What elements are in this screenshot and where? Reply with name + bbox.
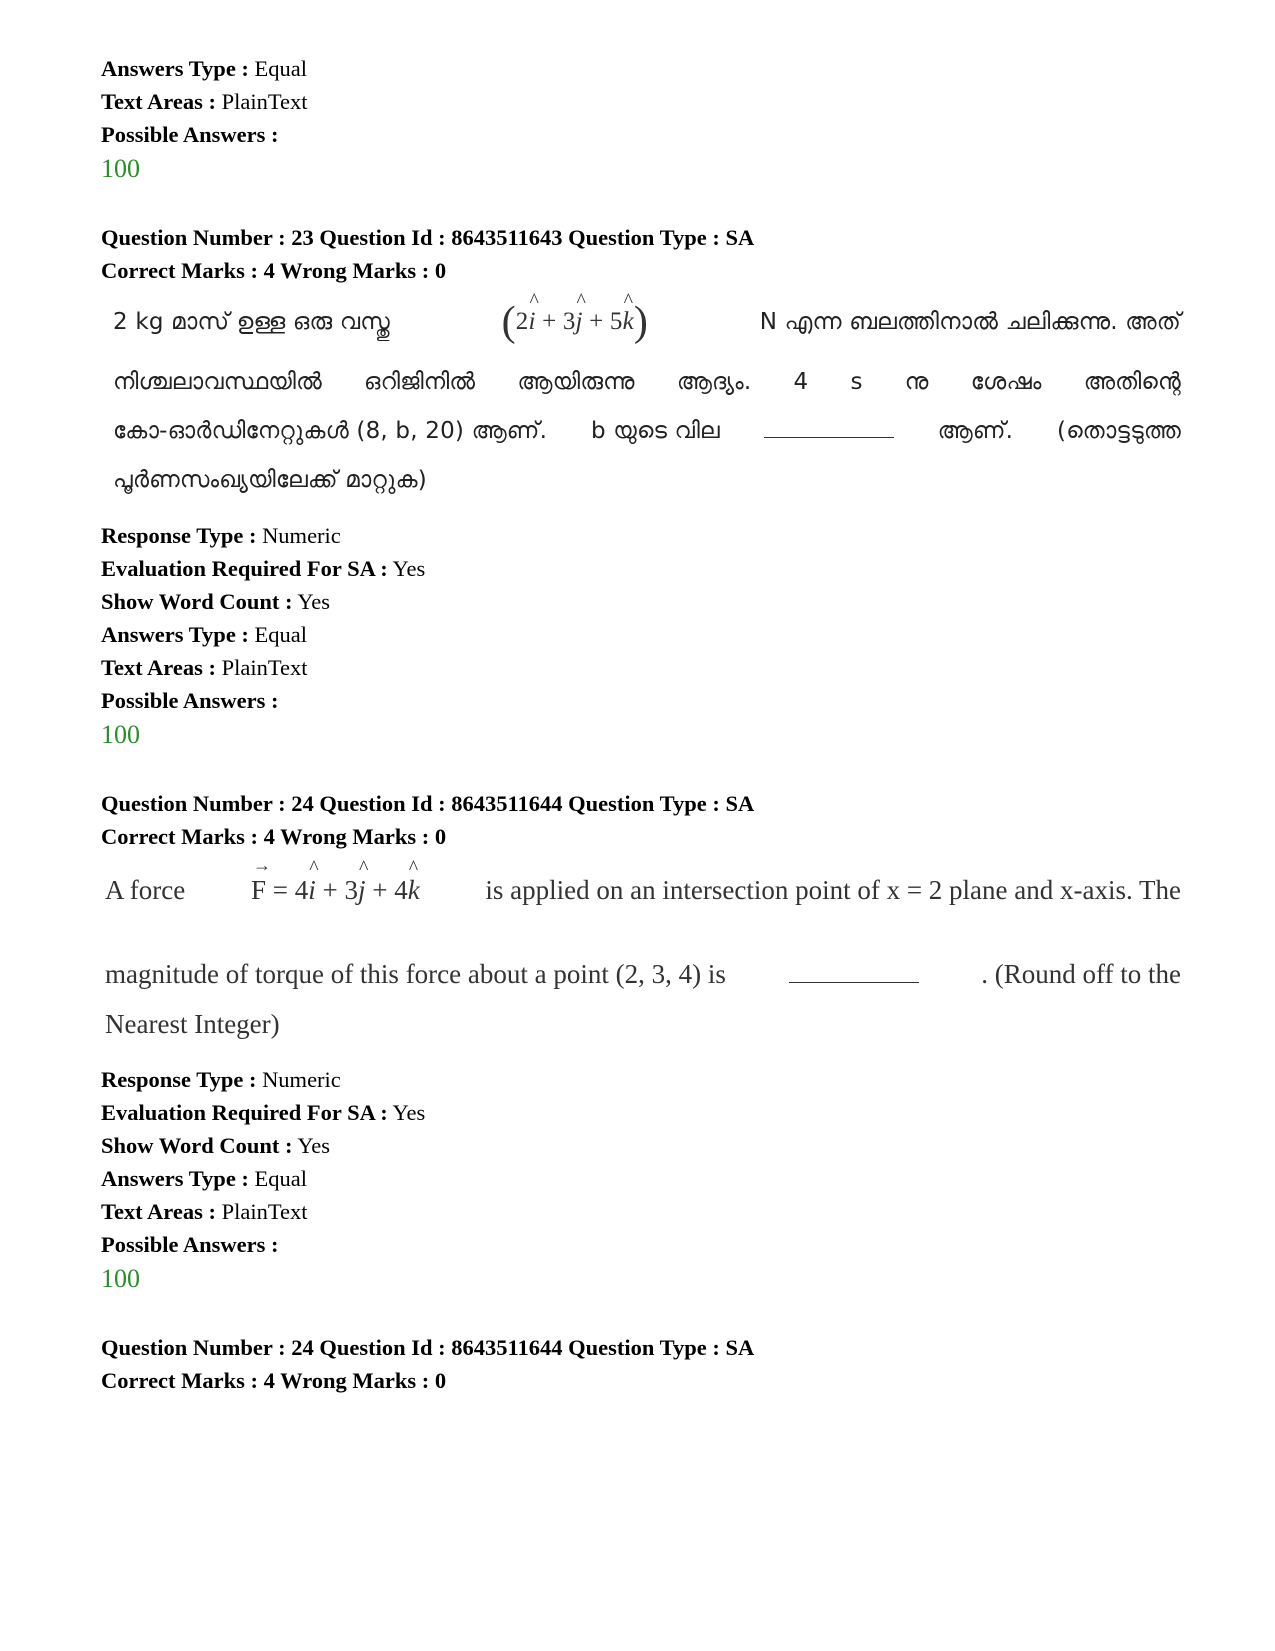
q24-text-areas: Text Areas : PlainText xyxy=(101,1199,308,1224)
q23-line-3: കോ-ഓർഡിനേറ്റുകൾ (8, b, 20) ആണ്. b യുടെ വില ആണ്. (തൊട്ടടുത്ത xyxy=(113,418,1181,444)
q24-evaluation: Evaluation Required For SA : Yes xyxy=(101,1100,426,1125)
q23-text-areas: Text Areas : PlainText xyxy=(101,655,308,680)
q23-question-text xyxy=(101,287,1181,519)
answers-type-row: Answers Type : Equal xyxy=(101,56,308,81)
q23-line-4: പൂർണസംഖ്യയിലേക്ക് മാറ്റുക) xyxy=(113,467,427,493)
q24-repeat-header: Question Number : 24 Question Id : 8643511644 Question Type : SA xyxy=(101,1335,755,1360)
q24-header: Question Number : 24 Question Id : 8643511644 Question Type : SA xyxy=(101,791,755,816)
text-areas-row: Text Areas : PlainText xyxy=(101,89,308,114)
q24-line-1: A force → F = 4^ i + 3^ j + 4^ k is applied on an intersection point of x = 2 plane and x-axis. The xyxy=(105,875,1181,906)
q24-marks: Correct Marks : 4 Wrong Marks : 0 xyxy=(101,824,447,849)
q24-possible-answer: 100 xyxy=(101,1264,140,1293)
q23-word-count: Show Word Count : Yes xyxy=(101,589,331,614)
q24-word-count: Show Word Count : Yes xyxy=(101,1133,331,1158)
q23-line-2: നിശ്ചലാവസ്ഥയിൽ ഒറിജിനിൽ ആയിരുന്നു ആദ്യം. 4 s നു ശേഷം അതിന്റെ xyxy=(113,369,1181,395)
possible-answers-label: Possible Answers : xyxy=(101,122,279,147)
answer-blank xyxy=(764,436,894,438)
q24-line-2: magnitude of torque of this force about a point (2, 3, 4) is . (Round off to the xyxy=(105,959,1181,989)
q24-response-type: Response Type : Numeric xyxy=(101,1067,341,1092)
q23-answers-type: Answers Type : Equal xyxy=(101,622,308,647)
q23-line-1: 2 kg മാസ് ഉള്ള ഒരു വസ്തു (2^ i + 3^ j + 5^ k) N എന്ന ബലത്തിനാൽ ചലിക്കുന്നു. അത് xyxy=(113,301,1181,343)
answer-blank xyxy=(789,981,919,983)
q24-answers-type: Answers Type : Equal xyxy=(101,1166,308,1191)
q23-evaluation: Evaluation Required For SA : Yes xyxy=(101,556,426,581)
q24-possible-answers-label: Possible Answers : xyxy=(101,1232,279,1257)
document-page xyxy=(101,52,1181,1397)
q23-possible-answers-label: Possible Answers : xyxy=(101,688,279,713)
q24-line-3: Nearest Integer) xyxy=(105,1009,280,1039)
q24-question-text xyxy=(101,853,1181,1063)
q24-repeat-marks: Correct Marks : 4 Wrong Marks : 0 xyxy=(101,1368,447,1393)
possible-answer: 100 xyxy=(101,154,140,183)
q23-header: Question Number : 23 Question Id : 8643511643 Question Type : SA xyxy=(101,225,755,250)
q23-possible-answer: 100 xyxy=(101,720,140,749)
q23-marks: Correct Marks : 4 Wrong Marks : 0 xyxy=(101,258,447,283)
q23-response-type: Response Type : Numeric xyxy=(101,523,341,548)
